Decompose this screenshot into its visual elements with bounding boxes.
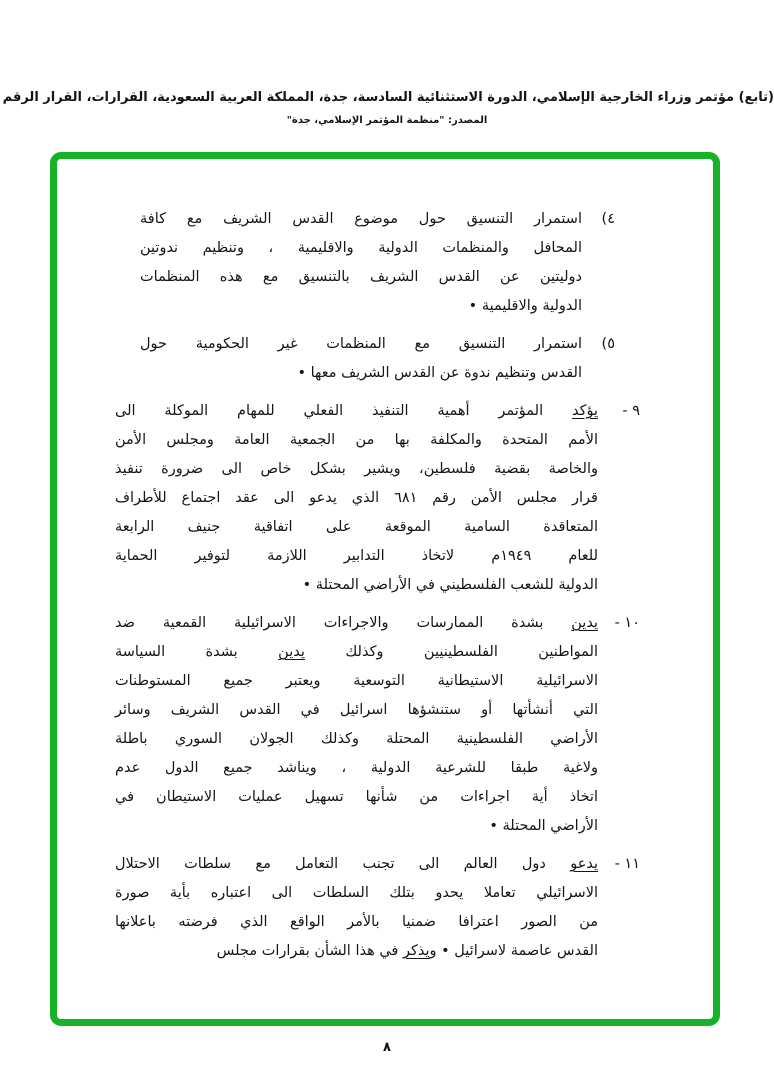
- item-number: ١٠ -: [614, 615, 640, 631]
- text-line: يؤكد المؤتمر أهمية التنفيذ الفعلي للمهام الموكلة الى: [115, 403, 598, 419]
- text-line: للعام ١٩٤٩م لاتخاذ التدابير اللازمة لتوفير الحماية: [115, 548, 598, 564]
- text-line: استمرار التنسيق مع المنظمات غير الحكومية حول: [140, 336, 582, 352]
- document-body: [57, 159, 713, 966]
- resolution-item: [115, 397, 640, 600]
- text-line: يدعو دول العالم الى تجنب التعامل مع سلطات الاحتلال: [115, 856, 598, 872]
- text-line: استمرار التنسيق حول موضوع القدس الشريف مع كافة: [140, 211, 582, 227]
- text-line: الأراضي الفلسطينية المحتلة وكذلك الجولان السوري باطلة: [115, 731, 598, 747]
- text-line: اتخاذ أية اجراءات من شأنها تسهيل عمليات الاستيطان في: [115, 789, 598, 805]
- item-number: ٤): [601, 211, 615, 227]
- text-line: الأمم المتحدة والمكلفة بها من الجمعية العامة ومجلس الأمن: [115, 432, 598, 448]
- text-line: المحافل والمنظمات الدولية والاقليمية ، وتنظيم ندوتين: [140, 240, 582, 256]
- text-line: ولاغية طبقا للشرعية الدولية ، ويناشد جميع الدول عدم: [115, 760, 598, 776]
- item-text: [140, 205, 582, 321]
- item-text: [115, 609, 598, 841]
- text-line: من الصور اعترافا ضمنيا بالأمر الواقع الذي فرضته باعلانها: [115, 914, 598, 930]
- resolution-item: [115, 609, 640, 841]
- item-number: ٥): [601, 336, 615, 352]
- text-line: الأراضي المحتلة •: [489, 818, 598, 834]
- resolution-item: [115, 850, 640, 966]
- text-line: المتعاقدة السامية الموقعة على اتفاقية جنيف الرابعة: [115, 519, 598, 535]
- header-title-line: [0, 90, 774, 105]
- green-border-frame: [50, 152, 720, 1026]
- text-line: الدولية للشعب الفلسطيني في الأراضي المحتلة •: [302, 577, 598, 593]
- document-header: [0, 90, 774, 126]
- item-text: [115, 397, 598, 600]
- text-line: المواطنين الفلسطينيين وكذلك يدين بشدة السياسة: [115, 644, 598, 660]
- text-line: يدين بشدة الممارسات والاجراءات الاسرائيلية القمعية ضد: [115, 615, 598, 631]
- text-line: الاسرائيلي تعاملا يحدو بتلك السلطات الى اعتباره بأية صورة: [115, 885, 598, 901]
- header-source-line: المصدر: "منظمة المؤتمر الإسلامي، جدة": [286, 115, 488, 126]
- text-line: الدولية والاقليمية •: [468, 298, 582, 314]
- text-line: قرار مجلس الأمن رقم ٦٨١ الذي يدعو الى عقد اجتماع للأطراف: [115, 490, 598, 506]
- header-title-text: (تابع) مؤتمر وزراء الخارجية الإسلامي، الدورة الاستثنائية السادسة، جدة، المملكة العربية السعودية، القرارات، القرار الرقم: [2, 90, 774, 105]
- resolution-item: [140, 205, 615, 321]
- page-number: ٨: [383, 1040, 391, 1055]
- text-line: التي أنشأتها أو ستنشؤها اسرائيل في القدس الشريف وسائر: [115, 702, 598, 718]
- text-line: الاسرائيلية الاستيطانية التوسعية ويعتبر جميع المستوطنات: [115, 673, 598, 689]
- text-line: دوليتين عن القدس الشريف بالتنسيق مع هذه المنظمات: [140, 269, 582, 285]
- text-line: والخاصة بقضية فلسطين، ويشير بشكل خاص الى ضرورة تنفيذ: [115, 461, 598, 477]
- text-line: القدس عاصمة لاسرائيل • ويذكر في هذا الشأن بقرارات مجلس: [216, 943, 598, 959]
- item-text: [115, 850, 598, 966]
- item-text: [140, 330, 582, 388]
- item-number: ١١ -: [614, 856, 640, 872]
- item-number: ٩ -: [622, 403, 640, 419]
- resolution-item: [140, 330, 615, 388]
- text-line: القدس وتنظيم ندوة عن القدس الشريف معها •: [297, 365, 582, 381]
